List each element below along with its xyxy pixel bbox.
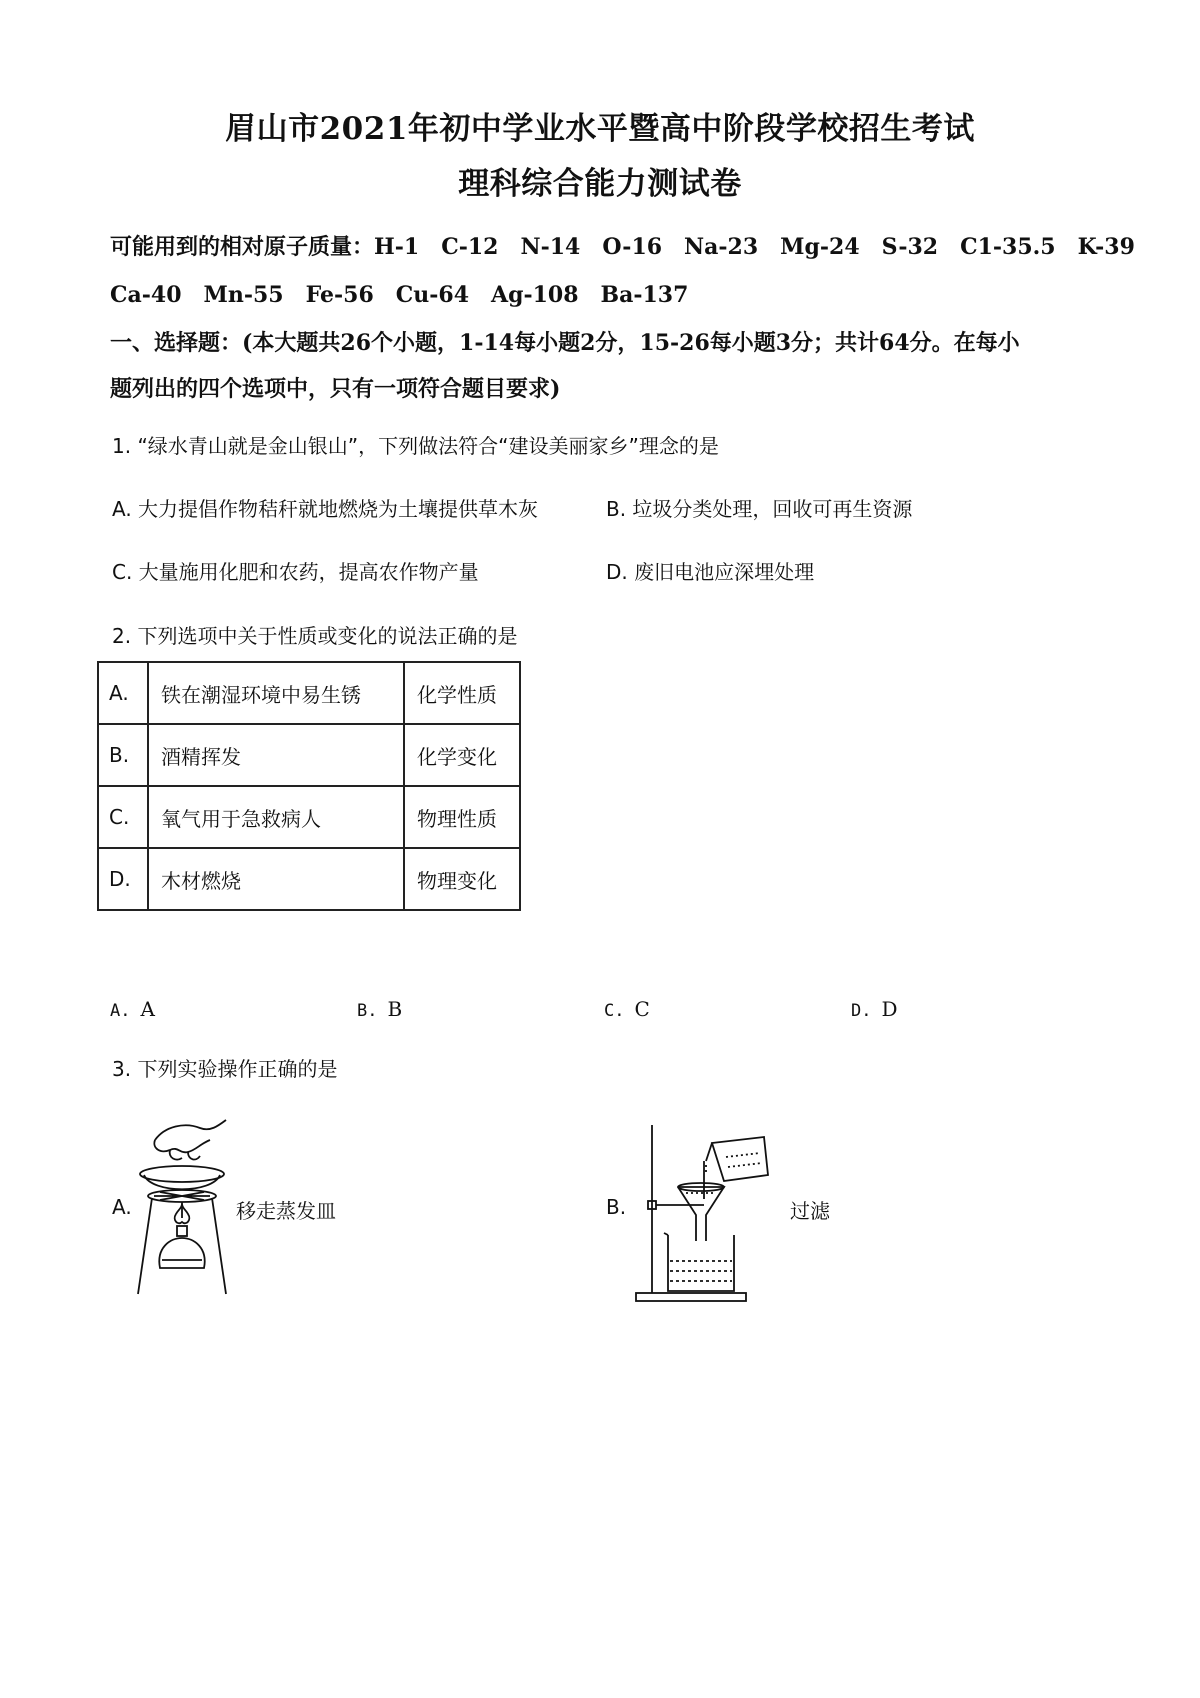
- question-2-options-table: [97, 661, 521, 911]
- row-label: B.: [98, 724, 148, 786]
- section-heading-line-1: 一、选择题：(本大题共26个小题，1-14每小题2分，15-26每小题3分；共计64分。在每小: [110, 330, 1020, 356]
- table-row: [98, 724, 520, 786]
- answer-value: B: [387, 997, 403, 1021]
- row-text: 铁在潮湿环境中易生锈: [148, 662, 404, 724]
- question-1-option-b: B. 垃圾分类处理，回收可再生资源: [606, 497, 913, 521]
- page-title: 眉山市2021年初中学业水平暨高中阶段学校招生考试: [225, 111, 975, 147]
- evaporating-dish-illustration: [130, 1118, 240, 1298]
- answer-label: C.: [604, 1001, 625, 1021]
- table-row: [98, 786, 520, 848]
- page-subtitle: 理科综合能力测试卷: [458, 166, 742, 202]
- answer-value: C: [634, 997, 650, 1021]
- question-2-answer-d: [851, 997, 898, 1021]
- row-category: 化学性质: [404, 662, 520, 724]
- question-1-stem: 1. “绿水青山就是金山银山”，下列做法符合“建设美丽家乡”理念的是: [112, 434, 719, 458]
- atomic-masses-line-1: 可能用到的相对原子质量：H-1 C-12 N-14 O-16 Na-23 Mg-24 S-32 C1-35.5 K-39: [110, 234, 1135, 260]
- atomic-masses-line-2: Ca-40 Mn-55 Fe-56 Cu-64 Ag-108 Ba-137: [110, 282, 689, 308]
- question-3-option-a-caption: 移走蒸发皿: [236, 1199, 336, 1223]
- row-text: 木材燃烧: [148, 848, 404, 910]
- row-text: 氧气用于急救病人: [148, 786, 404, 848]
- answer-label: B.: [357, 1001, 378, 1021]
- question-2-answer-a: [110, 997, 155, 1021]
- answer-label: D.: [851, 1001, 872, 1021]
- row-category: 物理变化: [404, 848, 520, 910]
- filtration-illustration: [628, 1115, 778, 1305]
- question-3-option-b-caption: 过滤: [790, 1199, 830, 1223]
- row-label: D.: [98, 848, 148, 910]
- question-3-option-a-label: A.: [112, 1195, 132, 1219]
- row-label: A.: [98, 662, 148, 724]
- question-1-option-d: D. 废旧电池应深埋处理: [606, 560, 815, 584]
- row-category: 化学变化: [404, 724, 520, 786]
- table-row: [98, 662, 520, 724]
- question-2-stem: 2. 下列选项中关于性质或变化的说法正确的是: [112, 624, 518, 648]
- question-3-stem: 3. 下列实验操作正确的是: [112, 1057, 338, 1081]
- table-row: [98, 848, 520, 910]
- section-heading-line-2: 题列出的四个选项中，只有一项符合题目要求): [110, 376, 561, 402]
- row-text: 酒精挥发: [148, 724, 404, 786]
- question-3-option-b-label: B.: [606, 1195, 627, 1219]
- row-category: 物理性质: [404, 786, 520, 848]
- question-2-answer-b: [357, 997, 402, 1021]
- question-1-option-c: C. 大量施用化肥和农药，提高农作物产量: [112, 560, 479, 584]
- row-label: C.: [98, 786, 148, 848]
- answer-value: D: [881, 997, 898, 1021]
- answer-label: A.: [110, 1001, 131, 1021]
- question-2-answer-c: [604, 997, 650, 1021]
- answer-value: A: [140, 997, 155, 1021]
- question-1-option-a: A. 大力提倡作物秸秆就地燃烧为土壤提供草木灰: [112, 497, 539, 521]
